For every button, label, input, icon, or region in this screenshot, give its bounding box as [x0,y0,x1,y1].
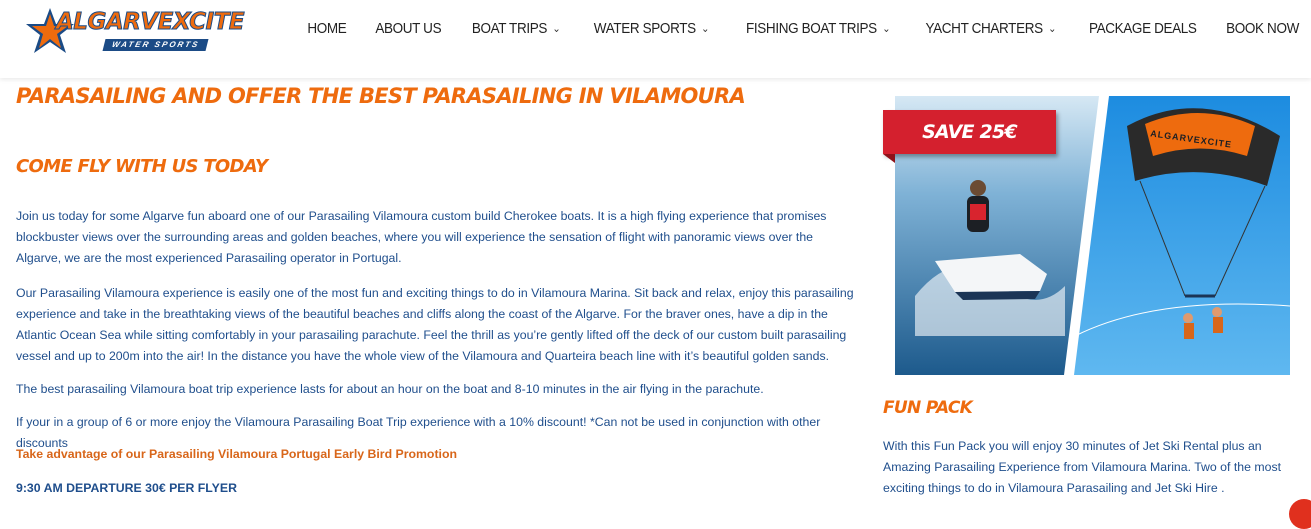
nav-label: BOAT TRIPS [471,19,547,37]
experience-paragraph: Our Parasailing Vilamoura experience is easily one of the most fun and exciting things to do in Vilamoura Marina. Sit back and relax, enjoy this parasailing experience and take in the breathtaking views of the beautiful beaches and cliffs along the coast of the Algarve. For the braver ones, have a dip in the Atlantic Ocean Sea while sitting comfortably in your parasailing parachute. Feel the thrill as you’re gently lifted off the deck of our custom built parasailing vessel and up to 200m into the air! In the distance you have the whole view of the Vilamoura and Quarteira beach line with it’s beautiful golden sands. [16,286,854,363]
section-subtitle: COME FLY WITH US TODAY [16,156,268,177]
page-title: PARASAILING AND OFFER THE BEST PARASAILING IN VILAMOURA [16,84,746,108]
save-25-badge: SAVE 25€ [883,110,1056,154]
logo-wordmark: ALGARVEXCITE [56,9,245,35]
nav-label: FISHING BOAT TRIPS [746,19,877,37]
fun-pack-title: FUN PACK [883,398,973,418]
chevron-down-icon: ⌄ [701,22,710,35]
nav-package-deals[interactable] [1089,17,1197,39]
duration-paragraph: The best parasailing Vilamoura boat trip experience lasts for about an hour on the boat and 8-10 minutes in the air flying in the parachute. [16,382,764,396]
intro-paragraph: Join us today for some Algarve fun aboard one of our Parasailing Vilamoura custom build Cherokee boats. It is a high flying experience that promises blockbuster views over the surrounding areas and golden beaches, where you will experience the sensation of flight with panoramic views over the Algarve, we are the most experienced Parasailing operator in Portugal. [16,209,827,265]
main-nav [282,17,1299,39]
logo-tagline: WATER SPORTS [103,39,209,51]
nav-label: HOME [307,19,347,37]
chevron-down-icon: ⌄ [882,22,891,35]
chevron-down-icon: ⌄ [552,22,561,35]
chevron-down-icon: ⌄ [1048,22,1057,35]
nav-label: WATER SPORTS [593,19,696,37]
parachute-lettering: ALGARVEXCITE [1149,128,1233,150]
nav-label: PACKAGE DEALS [1089,19,1198,37]
nav-about-us[interactable] [375,17,441,39]
nav-label: ABOUT US [374,19,441,37]
nav-home[interactable] [307,17,346,39]
nav-yacht-charters[interactable] [926,17,1057,39]
nav-book-now[interactable] [1226,17,1299,39]
chat-widget-icon[interactable] [1289,499,1311,529]
group-discount-paragraph: If your in a group of 6 or more enjoy the Vilamoura Parasailing Boat Trip experience with a 10% discount! *Can not be used in conjunction with other discounts [16,415,821,450]
site-logo[interactable] [26,6,258,58]
site-header [0,0,1311,78]
early-bird-promo-link[interactable]: Take advantage of our Parasailing Vilamoura Portugal Early Bird Promotion [16,447,457,461]
departure-price: 9:30 AM DEPARTURE 30€ PER FLYER [16,481,237,495]
nav-boat-trips[interactable] [472,17,561,39]
nav-label: YACHT CHARTERS [925,19,1044,37]
nav-fishing-boat-trips[interactable] [746,17,890,39]
badge-fold [883,154,895,163]
fun-pack-description: With this Fun Pack you will enjoy 30 minutes of Jet Ski Rental plus an Amazing Parasailing Experience from Vilamoura Marina. Two of the most exciting things to do in Vilamoura Parasailing and Jet Ski Hire . [883,439,1282,495]
nav-water-sports[interactable] [594,17,709,39]
nav-label: BOOK NOW [1226,19,1299,37]
